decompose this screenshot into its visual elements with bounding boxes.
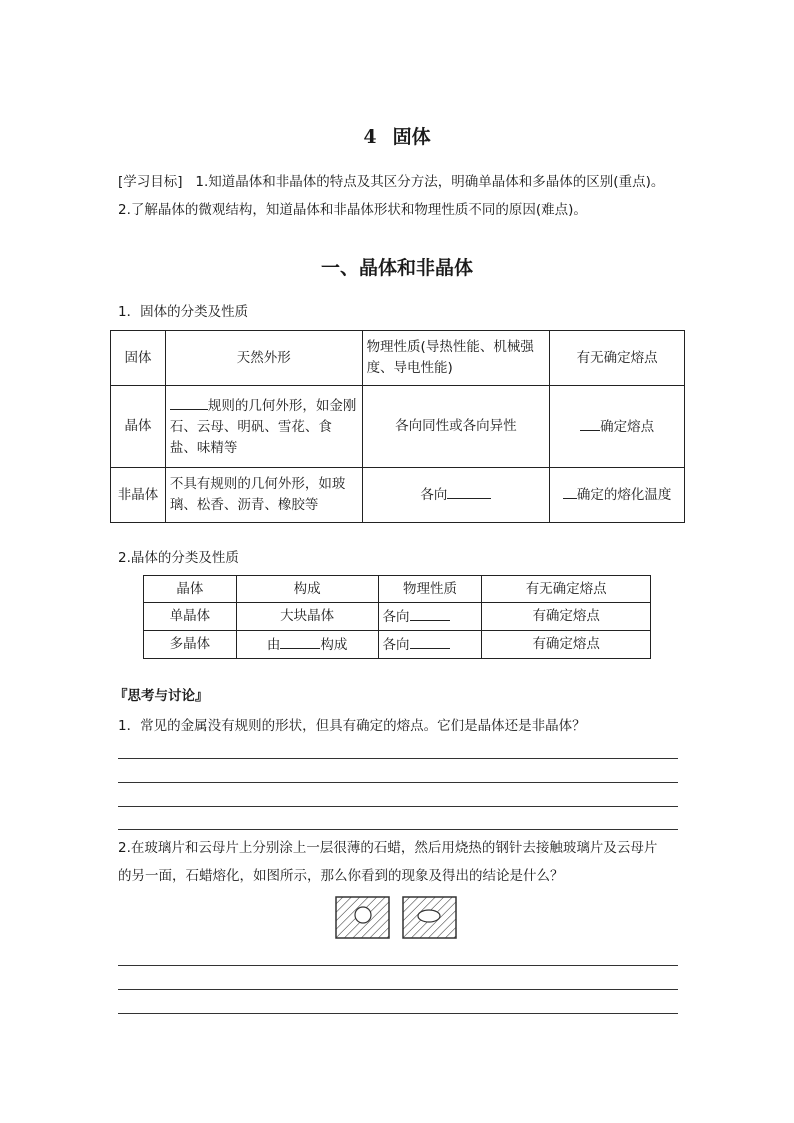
cell-melting: 有确定熔点	[482, 631, 651, 659]
cell-shape	[165, 386, 362, 468]
question-1: 1．常见的金属没有规则的形状，但具有确定的熔点。它们是晶体还是非晶体？	[118, 718, 586, 734]
header-cell: 物理性质	[378, 576, 482, 603]
cell-composition	[236, 631, 378, 659]
cell-crystal-name: 单晶体	[144, 603, 237, 631]
objective-2: 2.了解晶体的微观结构，知道晶体和非晶体形状和物理性质不同的原因(难点)。	[118, 202, 587, 218]
answer-line[interactable]	[118, 965, 678, 966]
cell-shape-text: 规则的几何外形，如金刚石、云母、明矾、雪花、食盐、味精等	[169, 397, 357, 456]
cell-property-text: 各向	[382, 608, 410, 625]
answer-line[interactable]	[118, 782, 678, 783]
objectives-line-1	[118, 172, 664, 192]
glass-plate-figure	[335, 896, 391, 940]
cell-crystal-name: 多晶体	[144, 631, 237, 659]
table-header-row	[144, 576, 651, 603]
mica-plate-figure	[402, 896, 458, 940]
fill-blank[interactable]	[410, 634, 450, 649]
question-2-line-2: 的另一面，石蜡熔化，如图所示，那么你看到的现象及得出的结论是什么？	[118, 868, 564, 884]
fill-blank[interactable]	[170, 395, 208, 410]
solid-classification-table	[110, 330, 685, 523]
lesson-title-text: 固体	[392, 126, 431, 148]
cell-property-text: 各向	[382, 636, 410, 653]
answer-line[interactable]	[118, 1013, 678, 1014]
section-heading: 一、晶体和非晶体	[320, 257, 473, 279]
cell-property	[378, 603, 482, 631]
header-cell: 物理性质(导热性能、机械强度、导电性能)	[362, 331, 550, 386]
question-2-line-1: 2.在玻璃片和云母片上分别涂上一层很薄的石蜡，然后用烧热的钢针去接触玻璃片及云母片	[118, 840, 658, 856]
cell-solid-name: 非晶体	[111, 468, 166, 523]
cell-property: 各向同性或各向异性	[362, 386, 550, 468]
table-row	[111, 468, 685, 523]
table-header-row	[111, 331, 685, 386]
cell-composition-suffix: 构成	[320, 636, 348, 653]
cell-melting	[550, 386, 685, 468]
cell-shape: 不具有规则的几何外形，如玻璃、松香、沥青、橡胶等	[165, 468, 362, 523]
header-cell: 晶体	[144, 576, 237, 603]
cell-property	[362, 468, 550, 523]
cell-solid-name: 晶体	[111, 386, 166, 468]
answer-line[interactable]	[118, 989, 678, 990]
header-cell: 天然外形	[165, 331, 362, 386]
fill-blank[interactable]	[580, 416, 600, 431]
cell-melting	[550, 468, 685, 523]
melted-ellipse	[418, 910, 440, 922]
objectives-label: [学习目标]	[118, 174, 183, 190]
header-cell: 有无确定熔点	[550, 331, 685, 386]
objective-1: 1.知道晶体和非晶体的特点及其区分方法，明确单晶体和多晶体的区别(重点)。	[195, 174, 665, 190]
table-row	[144, 631, 651, 659]
fill-blank[interactable]	[410, 606, 450, 621]
cell-property	[378, 631, 482, 659]
table2-caption: 2.晶体的分类及性质	[118, 550, 239, 566]
lesson-number: 4	[363, 126, 377, 148]
cell-melting-text: 确定的熔化温度	[576, 487, 672, 503]
header-cell: 有无确定熔点	[482, 576, 651, 603]
answer-line[interactable]	[118, 829, 678, 830]
discussion-heading: 『思考与讨论』	[114, 688, 209, 704]
cell-composition-prefix: 由	[266, 636, 281, 653]
lesson-title	[0, 122, 794, 149]
fill-blank[interactable]	[563, 484, 577, 499]
header-cell: 构成	[236, 576, 378, 603]
table-row	[144, 603, 651, 631]
table1-caption: 1．固体的分类及性质	[118, 304, 249, 320]
cell-melting-text: 确定熔点	[600, 418, 655, 435]
fill-blank[interactable]	[280, 634, 320, 649]
header-cell: 固体	[111, 331, 166, 386]
cell-property-text: 各向	[420, 487, 448, 503]
crystal-classification-table	[143, 575, 651, 659]
cell-composition: 大块晶体	[236, 603, 378, 631]
table-row	[111, 386, 685, 468]
answer-line[interactable]	[118, 758, 678, 759]
fill-blank[interactable]	[447, 484, 491, 499]
melted-circle	[355, 907, 371, 923]
answer-line[interactable]	[118, 806, 678, 807]
cell-melting: 有确定熔点	[482, 603, 651, 631]
